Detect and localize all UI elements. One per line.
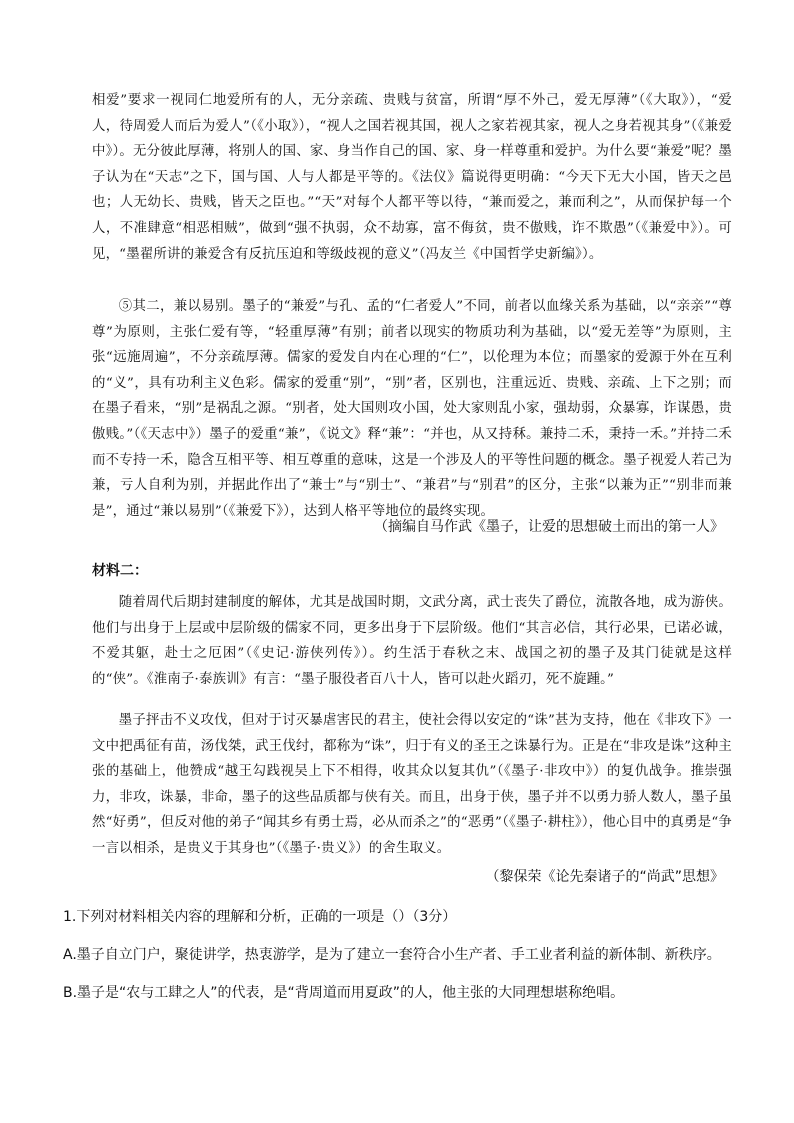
question-option-b: B.墨子是“农与工肆之人”的代表，是“背周道而用夏政”的人，他主张的大同理想堪称绝唱。	[63, 985, 625, 1001]
material-two-paragraph-two: 墨子抨击不义攻伐，但对于讨灭暴虐害民的君主，使社会得以安定的“诛”甚为支持，他在《非攻下》一文中把禹征有苗，汤伐桀，武王伐纣，都称为“诛”，归于有义的圣王之诛暴行为。正是在“非攻是诛”这种主张的基础上，他赞成“越王勾践视吴上下不相得，收其众以复其仇”（《墨子·非攻中》）的复仇战争。推崇强力，非攻，诛暴，非命，墨子的这些品质都与侠有关。而且，出身于侠，墨子并不以勇力骄人数人，墨子虽然“好勇”，但反对他的弟子“闻其乡有勇士焉，必从而杀之”的“恶勇”（《墨子·耕柱》），他心目中的真勇是“争一言以相杀，是贵义于其身也”（《墨子·贵义》）的舍生取义。	[92, 713, 732, 856]
material-two-heading: 材料二：	[92, 563, 148, 579]
material-one-source: （摘编自马作武《墨子，让爱的思想破土而出的第一人》	[374, 519, 724, 535]
material-one-paragraph-continued: 相爱”要求一视同仁地爱所有的人，无分亲疏、贵贱与贫富，所谓“厚不外己，爱无厚薄”（《大取》），“爱人，待周爱人而后为爱人”（《小取》），“视人之国若视其国，视人之家若视其家，视人之身若视其身”（《兼爱中》）。无分彼此厚薄，将别人的国、家、身当作自己的国、家、身一样尊重和爱护。为什么要“兼爱”呢？墨子认为在“天志”之下，国与国、人与人都是平等的。《法仪》篇说得更明确：“今天下无大小国，皆天之邑也；人无幼长、贵贱，皆天之臣也。”“天”对每个人都平等以待，“兼而爱之，兼而利之”，从而保护每一个人，不准肆意“相恶相贼”，做到“强不执弱，众不劫寡，富不侮贫，贵不傲贱，诈不欺愚”（《兼爱中》）。可见，“墨翟所讲的兼爱含有反抗压迫和等级歧视的意义”（冯友兰《中国哲学史新编》）。	[92, 93, 732, 262]
material-two-paragraph-one: 随着周代后期封建制度的解体，尤其是战国时期，文武分离，武士丧失了爵位，流散各地，成为游侠。他们与出身于上层或中层阶级的儒家不同，更多出身于下层阶级。他们“其言必信，其行必果，已诺必诚，不爱其躯，赴士之厄困”（《史记·游侠列传》）。约生活于春秋之末、战国之初的墨子及其门徒就是这样的“侠”。《淮南子·泰族训》有言：“墨子服役者百八十人，皆可以赴火蹈刃，死不旋踵。”	[92, 595, 732, 687]
question-option-a: A.墨子自立门户，聚徒讲学，热衷游学，是为了建立一套符合小生产者、手工业者利益的新体制、新秩序。	[63, 947, 721, 963]
question-stem: 1.下列对材料相关内容的理解和分析，正确的一项是（）（3分）	[63, 909, 457, 925]
material-two-source: （黎保荣《论先秦诸子的“尚武”思想》	[485, 869, 724, 885]
material-one-paragraph-five: ⑤其二，兼以易别。墨子的“兼爱”与孔、孟的“仁者爱人”不同，前者以血缘关系为基础，以“亲亲”“尊尊”为原则，主张仁爱有等，“轻重厚薄”有别；前者以现实的物质功利为基础，以“爱无差等”为原则，主张“远施周遍”，不分亲疏厚薄。儒家的爱发自内在心理的“仁”，以伦理为本位；而墨家的爱源于外在互利的“义”，具有功利主义色彩。儒家的爱重“别”，“别”者，区别也，注重远近、贵贱、亲疏、上下之别；而在墨子看来，“别”是祸乱之源。“别者，处大国则攻小国，处大家则乱小家，强劫弱，众暴寡，诈谋愚，贵傲贱。”（《天志中》）墨子的爱重“兼”，《说文》释“兼”：“并也，从又持秝。兼持二禾，秉持一禾。”并持二禾而不专持一禾，隐含互相平等、相互尊重的意味，这是一个涉及人的平等性问题的概念。墨子视爱人若己为兼，亏人自利为别，并据此作出了“兼士”与“别士”、“兼君”与“别君”的区分，主张“以兼为正”“别非而兼是”，通过“兼以易别”（《兼爱下》），达到人格平等地位的最终实现。	[92, 299, 732, 519]
